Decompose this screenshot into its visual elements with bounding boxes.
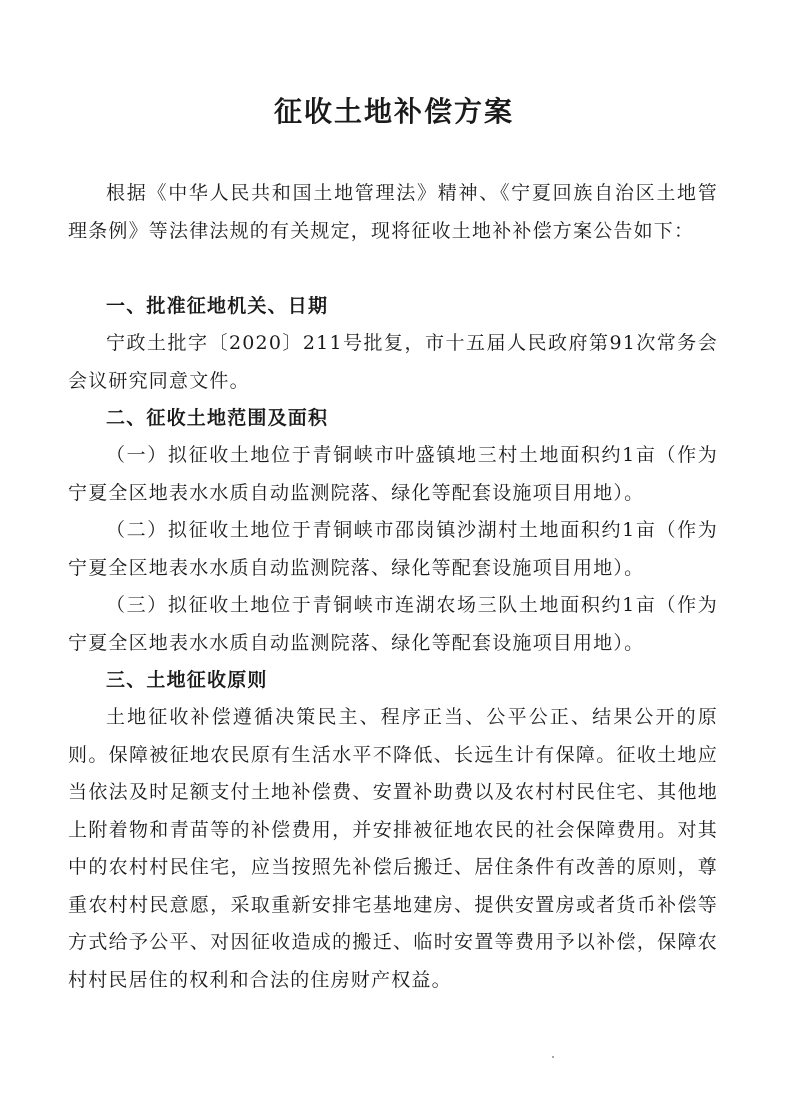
scan-speck (552, 1056, 554, 1058)
scope-item-2: （二）拟征收土地位于青铜峡市邵岗镇沙湖村土地面积约1亩（作为宁夏全区地表水水质自动监测院落、绿化等配套设施项目用地）。 (68, 519, 718, 579)
section-heading-principles: 三、土地征收原则 (106, 669, 268, 691)
intro-paragraph: 根据《中华人民共和国土地管理法》精神、《宁夏回族自治区土地管理条例》等法律法规的有关规定，现将征收土地补补偿方案公告如下： (68, 182, 718, 242)
principles-paragraph: 土地征收补偿遵循决策民主、程序正当、公平公正、结果公开的原则。保障被征地农民原有生活水平不降低、长远生计有保障。征收土地应当依法及时足额支付土地补偿费、安置补助费以及农村村民住宅、其他地上附着物和青苗等的补偿费用，并安排被征地农民的社会保障费用。对其中的农村村民住宅，应当按照先补偿后搬迁、居住条件有改善的原则，尊重农村村民意愿，采取重新安排宅基地建房、提供安置房或者货币补偿等方式给予公平、对因征收造成的搬迁、临时安置等费用予以补偿，保障农村村民居住的权利和合法的住房财产权益。 (68, 706, 718, 991)
approval-paragraph: 宁政土批字〔2020〕211号批复，市十五届人民政府第91次常务会会议研究同意文件。 (68, 332, 718, 392)
scope-item-3: （三）拟征收土地位于青铜峡市连湖农场三队土地面积约1亩（作为宁夏全区地表水水质自动监测院落、绿化等配套设施项目用地）。 (68, 594, 718, 654)
scope-item-1: （一）拟征收土地位于青铜峡市叶盛镇地三村土地面积约1亩（作为宁夏全区地表水水质自动监测院落、绿化等配套设施项目用地）。 (68, 444, 718, 504)
section-heading-approval: 一、批准征地机关、日期 (106, 295, 329, 317)
section-heading-scope: 二、征收土地范围及面积 (106, 407, 329, 429)
document-title: 征收土地补偿方案 (273, 95, 514, 128)
